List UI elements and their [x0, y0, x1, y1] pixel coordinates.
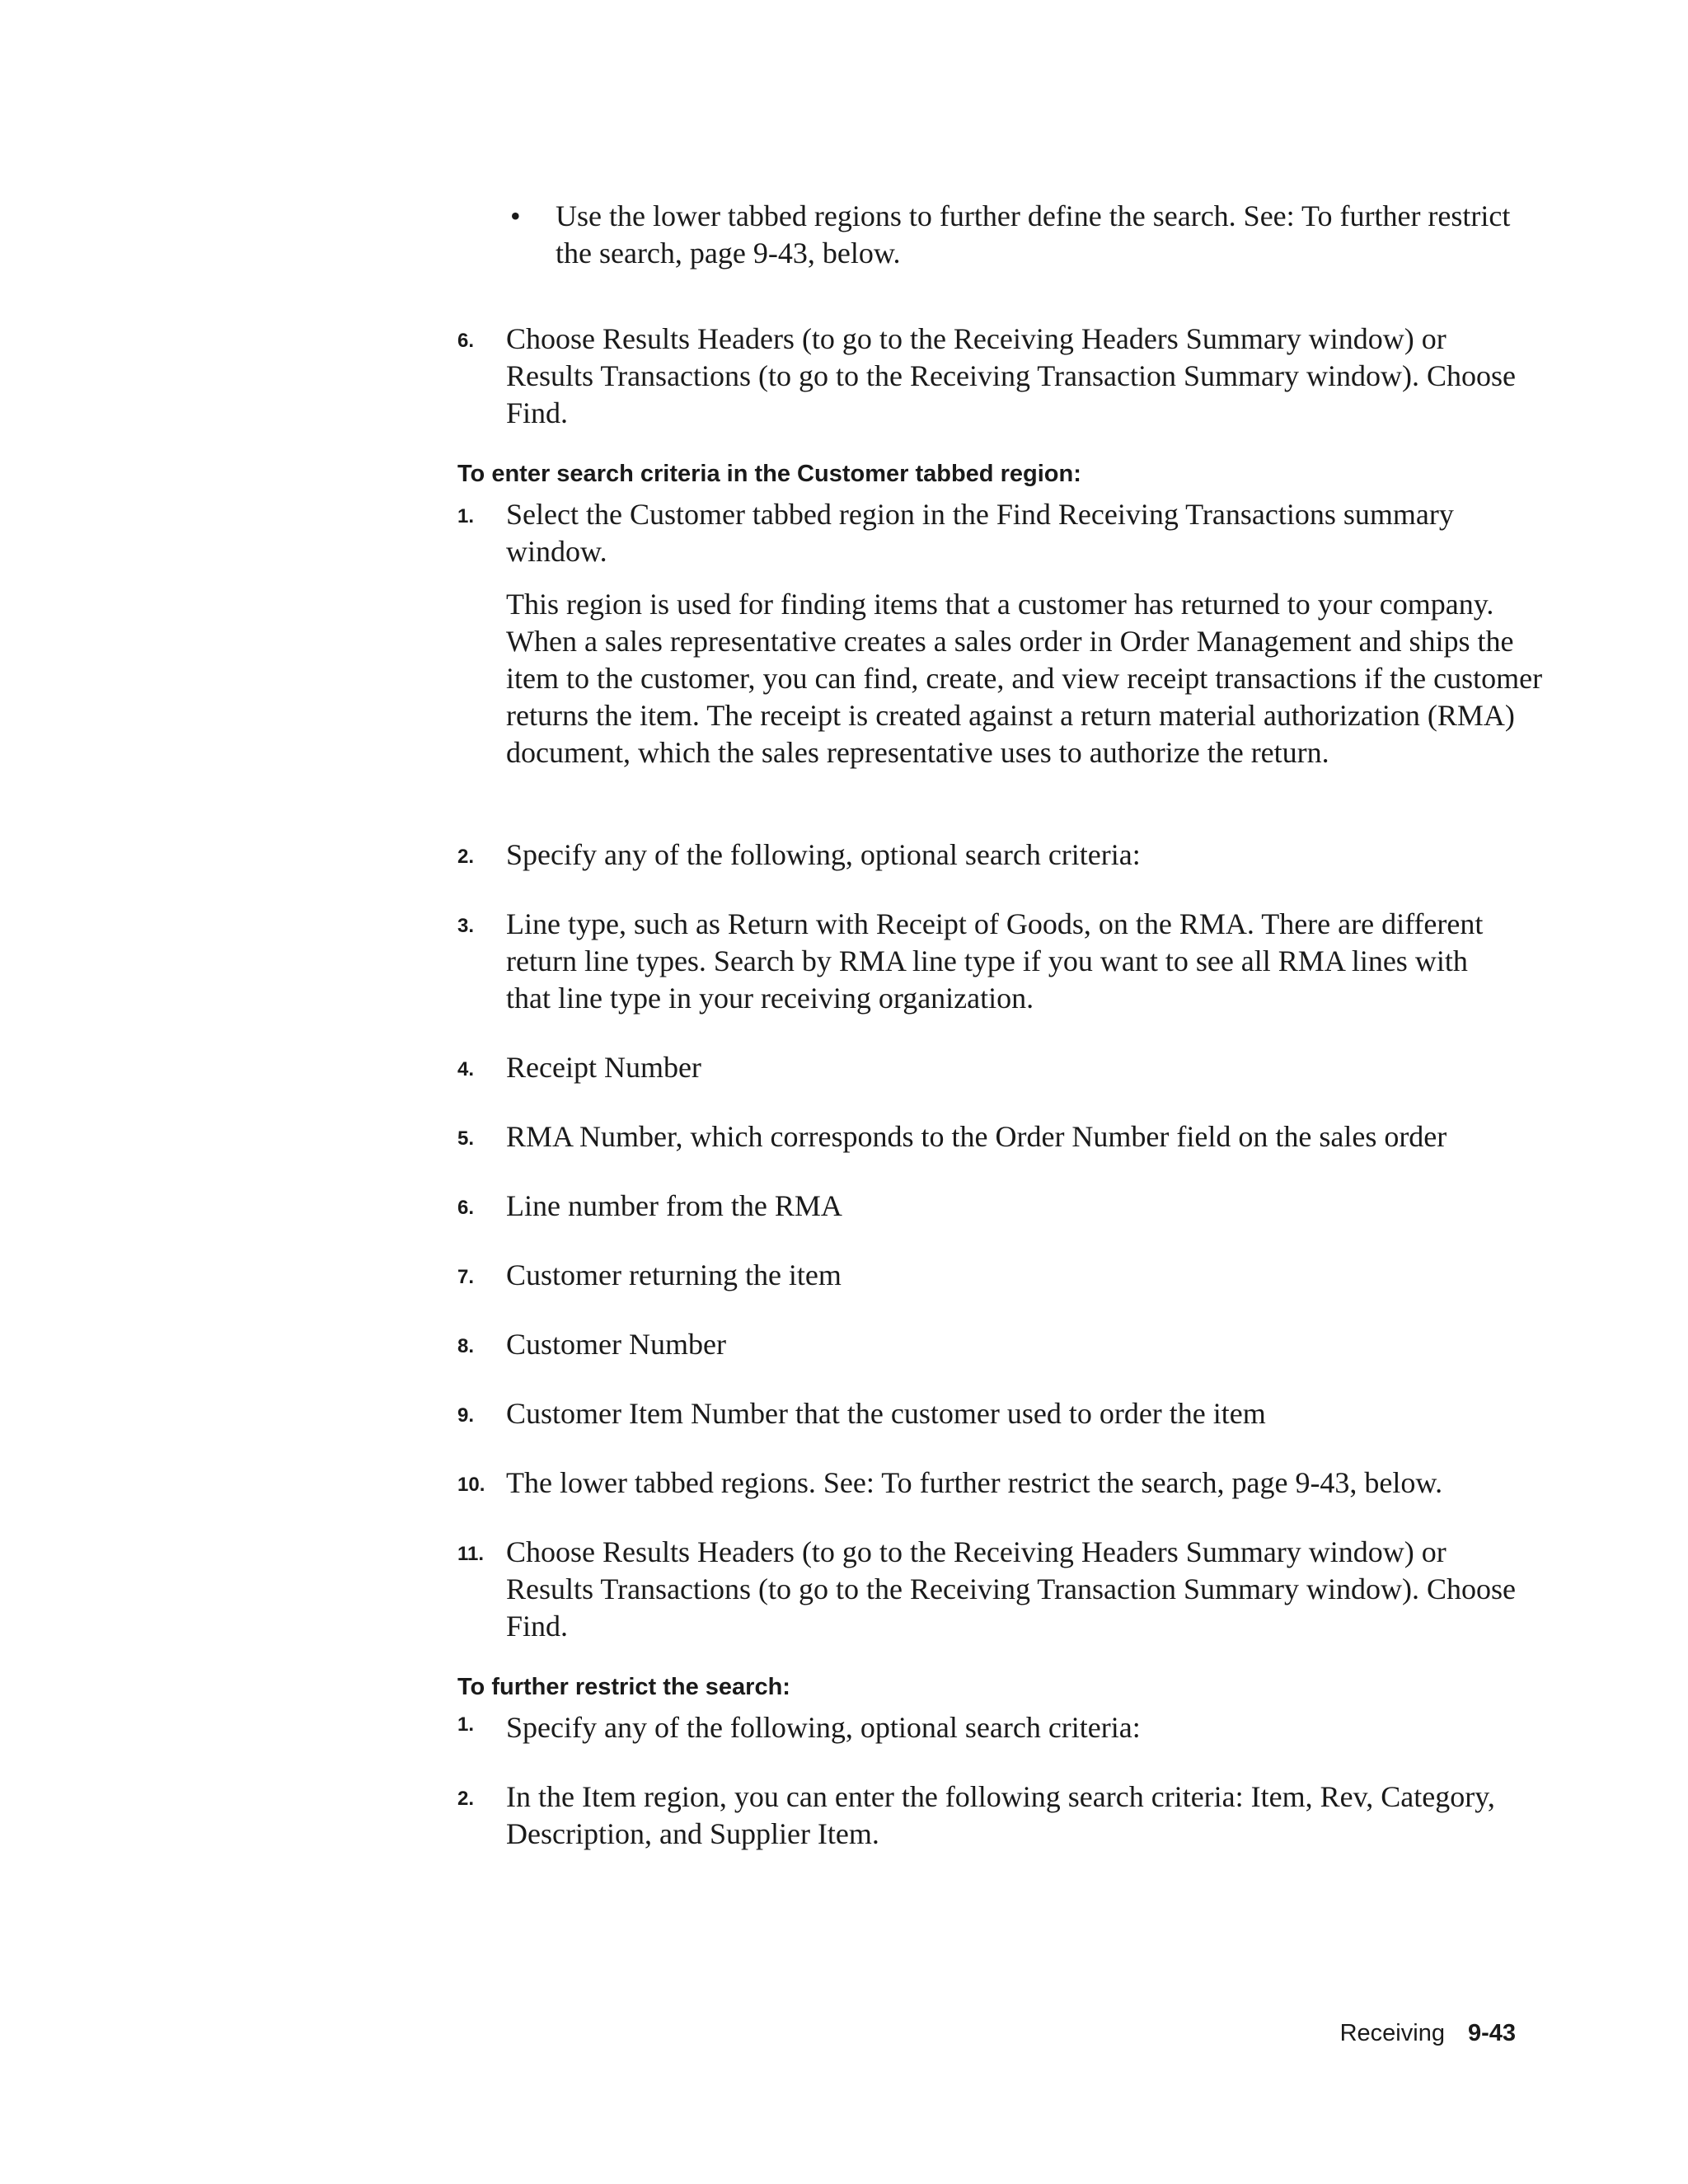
- item-text: Choose Results Headers (to go to the Receiving Headers Summary window) or Results Transactions (to go to the Receiving Transaction Summary window). Choose Find.: [506, 1535, 1516, 1643]
- item-number: 5.: [457, 1127, 475, 1150]
- item-number: 8.: [457, 1335, 475, 1357]
- item-text: RMA Number, which corresponds to the Order Number field on the sales order: [506, 1120, 1447, 1153]
- item-number: 10.: [457, 1474, 485, 1496]
- bullet-glyph: •: [510, 199, 521, 232]
- footer-section-name: Receiving: [1339, 2020, 1445, 2046]
- restrict-section-heading: To further restrict the search:: [457, 1674, 790, 1700]
- page-footer: [1340, 2019, 1516, 2047]
- item-number: 11.: [457, 1543, 485, 1565]
- item-number: 4.: [457, 1058, 475, 1080]
- item-text: Customer Item Number that the customer used to order the item: [506, 1397, 1266, 1430]
- item-text: Receipt Number: [506, 1051, 701, 1084]
- footer-page-number: 9-43: [1467, 2020, 1516, 2046]
- item-text: Specify any of the following, optional search criteria:: [506, 838, 1141, 871]
- item-text: Line type, such as Return with Receipt of Goods, on the RMA. There are different return line types. Search by RMA line type if you want to see all RMA lines with that line type in your receiving organization.: [506, 907, 1484, 1015]
- item-text: In the Item region, you can enter the following search criteria: Item, Rev, Category, Description, and Supplier Item.: [506, 1780, 1495, 1850]
- item-number: 3.: [457, 915, 475, 937]
- item-text: Select the Customer tabbed region in the Find Receiving Transactions summary window.: [506, 498, 1454, 568]
- item-text: Customer returning the item: [506, 1258, 842, 1291]
- item-number: 9.: [457, 1404, 475, 1427]
- item-number: 6.: [457, 1197, 475, 1219]
- item-text: Customer Number: [506, 1328, 726, 1361]
- step-text: Choose Results Headers (to go to the Receiving Headers Summary window) or Results Transactions (to go to the Receiving Transaction Summary window). Choose Find.: [506, 322, 1516, 429]
- intro-bullet-text: Use the lower tabbed regions to further define the search. See: To further restrict the search, page 9-43, below.: [556, 199, 1511, 269]
- customer-section-heading: To enter search criteria in the Customer tabbed region:: [457, 461, 1081, 487]
- item-text: The lower tabbed regions. See: To further restrict the search, page 9-43, below.: [506, 1466, 1443, 1499]
- customer-region-paragraph: This region is used for finding items that a customer has returned to your company. When a sales representative creates a sales order in Order Management and ships the item to the customer, you can find, create, and view receipt transactions if the customer returns the item. The receipt is created against a return material authorization (RMA) document, which the sales representative uses to authorize the return.: [506, 588, 1543, 769]
- item-number: 1.: [457, 1713, 475, 1736]
- item-number: 1.: [457, 505, 475, 527]
- item-number: 2.: [457, 846, 475, 868]
- item-number: 7.: [457, 1266, 475, 1288]
- item-text: Specify any of the following, optional search criteria:: [506, 1711, 1141, 1744]
- step-number: 6.: [457, 330, 475, 352]
- item-text: Line number from the RMA: [506, 1189, 842, 1222]
- item-number: 2.: [457, 1788, 475, 1810]
